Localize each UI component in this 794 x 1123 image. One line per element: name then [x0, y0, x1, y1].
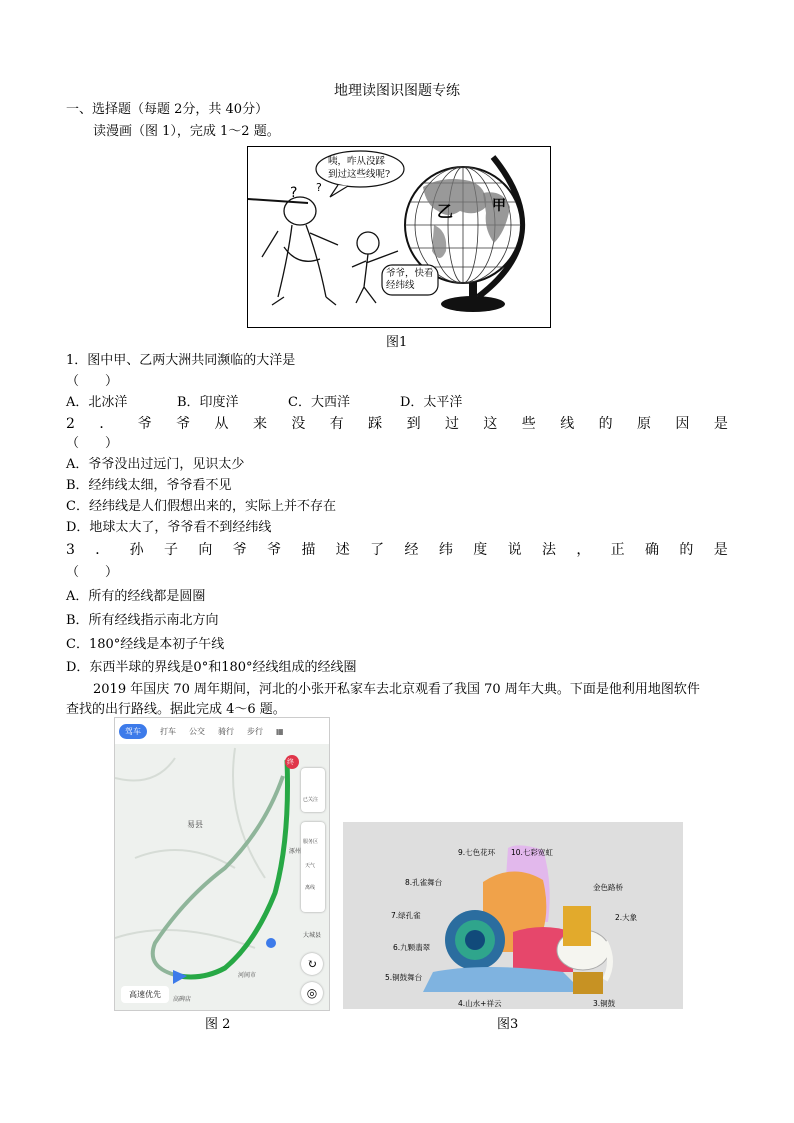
- continent-label-jia: 甲: [492, 198, 506, 214]
- side-label-followed: 已关注: [303, 797, 319, 803]
- svg-text:?: ?: [316, 181, 322, 194]
- route-preference-button[interactable]: 高速优先: [121, 986, 169, 1003]
- float-label-6: 6.九颗翡翠: [393, 943, 431, 952]
- question3-stem: 3 ． 孙 子 向 爷 爷 描 述 了 经 纬 度 说 法 ， 正 确 的 是: [66, 542, 728, 558]
- intro-fig1: 读漫画（图 1），完成 1～2 题。: [93, 124, 280, 139]
- float-label-2: 2.大象: [615, 913, 638, 922]
- question2-paren: （ ）: [66, 436, 119, 451]
- q1-option-a: A．北冰洋: [66, 395, 128, 410]
- map-route-svg: [115, 718, 329, 1010]
- side-label-weather[interactable]: 天气: [305, 863, 316, 869]
- figure3-caption: 图3: [497, 1017, 519, 1032]
- section-heading: 一、选择题（每题 2分，共 40分）: [66, 102, 269, 117]
- float-label-3: 3.铜鼓: [593, 999, 616, 1008]
- cartoon-figure: [247, 146, 551, 328]
- tab-drive[interactable]: 驾车: [119, 724, 147, 739]
- q3-option-a: A．所有的经线都是圆圈: [66, 589, 206, 604]
- q2-option-d: D．地球太大了，爷爷看不到经纬线: [66, 520, 272, 535]
- town-label-hejian: 河间市: [238, 972, 257, 979]
- intro-fig2-line2: 查找的出行路线。据此完成 4～6 题。: [66, 702, 286, 717]
- tab-bus[interactable]: 公交: [189, 726, 205, 736]
- q3-option-c: C．180°经线是本初子午线: [66, 637, 225, 652]
- q2-option-b: B．经纬线太细，爷爷看不见: [66, 478, 232, 493]
- map-side-panel-top: [301, 768, 325, 812]
- side-label-offline[interactable]: 离线: [305, 885, 316, 891]
- parade-float-figure: [343, 822, 683, 1009]
- float-label-4: 4.山水+祥云: [458, 999, 502, 1008]
- figure1-caption: 图1: [386, 335, 408, 350]
- side-label-service[interactable]: 服务区: [303, 839, 319, 845]
- q3-option-b: B．所有经线指示南北方向: [66, 613, 219, 628]
- float-label-5: 5.铜鼓舞台: [385, 973, 423, 982]
- speech-bubble-boy: 爷爷，快看经纬线: [386, 268, 434, 291]
- speech-bubble-grandpa: 咦，咋从没踩到过这些线呢?: [328, 156, 391, 180]
- question1-stem: 1．图中甲、乙两大洲共同濒临的大洋是: [66, 353, 296, 368]
- refresh-icon[interactable]: ↻: [301, 953, 323, 975]
- map-side-panel-tools: [301, 822, 325, 912]
- q2-option-c: C．经纬线是人们假想出来的，实际上并不存在: [66, 499, 336, 514]
- town-label-yixian: 易县: [187, 820, 203, 829]
- tab-bike[interactable]: 骑行: [218, 726, 234, 736]
- float-label-8: 8.孔雀舞台: [405, 878, 443, 887]
- locate-icon[interactable]: ◎: [301, 982, 323, 1004]
- continent-label-yi: 乙: [437, 202, 454, 221]
- question3-paren: （ ）: [66, 565, 119, 580]
- q2-option-a: A．爷爷没出过远门，见识太少: [66, 457, 245, 472]
- town-label-dacheng: 大城县: [303, 932, 322, 939]
- tab-walk[interactable]: 步行: [247, 726, 263, 736]
- float-label-10: 10.七彩宽虹: [511, 848, 553, 857]
- grid-menu-icon[interactable]: ▦: [276, 726, 284, 736]
- svg-text:?: ?: [290, 185, 298, 201]
- float-label-golden-bridge: 金色路桥: [593, 883, 623, 892]
- q1-option-b: B．印度洋: [177, 395, 239, 410]
- q1-option-d: D．太平洋: [400, 395, 463, 410]
- q3-option-d: D．东西半球的界线是0°和180°经线组成的经线圈: [66, 660, 357, 675]
- page-title: 地理读图识图题专练: [334, 83, 460, 99]
- question1-paren: （ ）: [66, 374, 119, 389]
- intro-fig2-line1: 2019 年国庆 70 周年期间，河北的小张开私家车去北京观看了我国 70 周年大典。下面是他利用地图软件: [93, 682, 700, 697]
- float-label-9: 9.七色花环: [458, 848, 496, 857]
- question2-stem: 2 ． 爷 爷 从 来 没 有 踩 到 过 这 些 线 的 原 因 是: [66, 416, 728, 432]
- town-label-gaobeidian: 高碑店: [173, 996, 192, 1003]
- route-end-marker: 终: [287, 758, 294, 766]
- tab-taxi[interactable]: 打车: [160, 726, 176, 736]
- globe-cartoon-illustration: [248, 147, 550, 327]
- figure2-caption: 图 2: [205, 1017, 231, 1032]
- q1-option-c: C．大西洋: [288, 395, 350, 410]
- town-label-zhuozhou: 涿州: [289, 848, 302, 855]
- float-label-7: 7.绿孔雀: [391, 911, 421, 920]
- route-map: [114, 717, 330, 1011]
